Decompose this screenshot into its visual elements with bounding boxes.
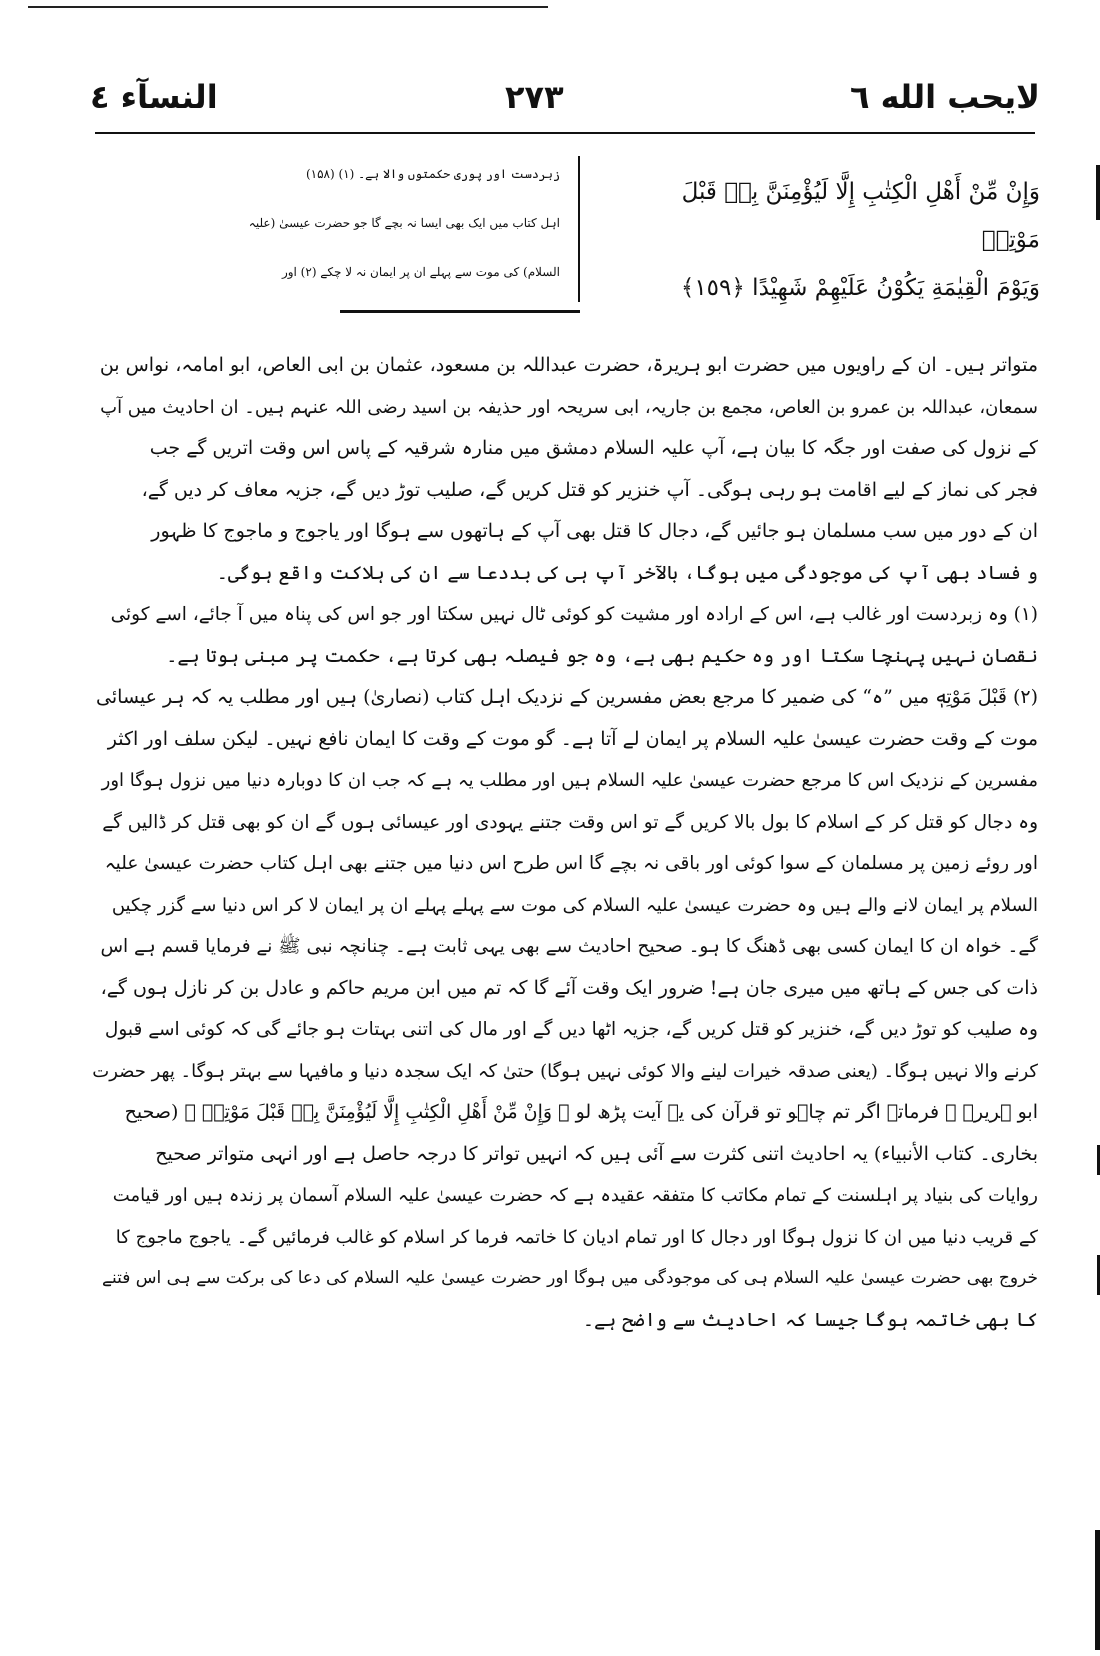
verse-arabic [660, 168, 1040, 312]
commentary-line: متواتر ہیں۔ ان کے راویوں میں حضرت ابو ہریرۃ، حضرت عبداللہ بن مسعود، عثمان بن ابی العاص، ابو امامہ، نواس بن [99, 354, 1038, 376]
commentary [92, 345, 1038, 1341]
footnote-line: (۲) قَبْلَ مَوْتِهٖ میں ”ہ“ کی ضمیر کا مرجع بعض مفسرین کے نزدیک اہل کتاب (نصاریٰ) ہیں اور مطلب یہ کہ ہر عیسائی [96, 686, 1038, 708]
translation-line: زبردست اور پوری حکمتوں والا ہے۔ (۱) (۱۵۸) [305, 167, 560, 181]
page-number: ٢٧٣ [505, 78, 564, 116]
page-header [60, 78, 1040, 126]
commentary-line: سمعان، عبداللہ بن عمرو بن العاص، مجمع بن جاریہ، ابی سریحہ اور حذیفہ بن اسید رضی اللہ عنہم ہیں۔ ان احادیث میں آپ [100, 396, 1038, 418]
footnote-line: کے قریب دنیا میں ان کا نزول ہوگا اور دجال کا اور تمام ادیان کا خاتمہ فرما کر اسلام کو غالب فرمائیں گے۔ یاجوج ماجوج کا [115, 1226, 1038, 1248]
verse-translation [248, 150, 560, 297]
footnote-line: وہ صلیب کو توڑ دیں گے، خنزیر کو قتل کریں گے، جزیہ اٹھا دیں گے اور مال کی اتنی بہتات ہو جائے گی کہ کوئی اسے قبول [104, 1019, 1038, 1040]
footnote-line: وہ دجال کو قتل کر کے اسلام کا بول بالا کریں گے تو اس وقت جتنے یہودی اور عیسائی ہوں گے ان کو بھی قتل کر ڈالیں گے [102, 811, 1038, 833]
footnote-line: کرنے والا نہیں ہوگا۔ (یعنی صدقہ خیرات لینے والا کوئی نہیں ہوگا) حتیٰ کہ ایک سجدہ دنیا و مافیہا سے بہتر ہوگا۔ پھر حضرت [92, 1060, 1038, 1082]
para-title: لايحب الله ٦ [849, 78, 1040, 116]
footnote-line: گے۔ خواہ ان کا ایمان کسی بھی ڈھنگ کا ہو۔ صحیح احادیث سے بھی یہی ثابت ہے۔ چنانچہ نبی ﷺ نے فرمایا قسم ہے اس [100, 936, 1038, 957]
top-rule [28, 6, 548, 8]
footnote-line: روایات کی بنیاد پر اہلسنت کے تمام مکاتب کا متفقہ عقیدہ ہے کہ حضرت عیسیٰ علیہ السلام آسمان پر زندہ ہیں اور قیامت [112, 1185, 1038, 1206]
footnote-line: نقصان نہیں پہنچا سکتا اور وہ حکیم بھی ہے، وہ جو فیصلہ بھی کرتا ہے، حکمت پر مبنی ہوتا ہے۔ [166, 644, 1038, 667]
surah-title: النسآء ٤ [90, 78, 218, 116]
footnote-line: ذات کی جس کے ہاتھ میں میری جان ہے! ضرور ایک وقت آئے گا کہ تم میں ابن مریم حاکم و عادل بن کر نازل ہوں گے، [100, 976, 1038, 999]
translation-line: السلام) کی موت سے پہلے ان پر ایمان نہ لا چکے (۲) اور [281, 265, 560, 279]
footnote-line: موت کے وقت حضرت عیسیٰ علیہ السلام پر ایمان لے آتا ہے۔ گو موت کے وقت کا ایمان نافع نہیں۔ لیکن سلف اور اکثر [107, 727, 1038, 750]
verse-arabic-line: وَيَوْمَ الْقِيٰمَةِ يَكُوْنُ عَلَيْهِمْ شَهِيْدًا ﴿١٥٩﴾ [680, 275, 1040, 301]
verse-block [248, 150, 1040, 301]
commentary-line: ان کے دور میں سب مسلمان ہو جائیں گے، دجال کا قتل بھی آپ کے ہاتھوں سے ہوگا اور یاجوج و ماجوج کا ظہور [151, 520, 1038, 542]
footnote-line: ابو ہریرۃ ؓ فرماتے اگر تم چاہو تو قرآن کی یہ آیت پڑھ لو ﴿ وَإِنْ مِّنْ أَهْلِ الْكِتٰبِ إِلَّا لَيُؤْمِنَنَّ بِهٖ قَبْلَ مَوْتِهٖ ﴾ (صحیح [124, 1101, 1038, 1123]
footnote-line: (۱) وہ زبردست اور غالب ہے، اس کے ارادہ اور مشیت کو کوئی ٹال نہیں سکتا اور جو اس کی پناہ میں آ جائے، اسے کوئی [110, 604, 1038, 625]
footnote-line: مفسرین کے نزدیک اس کا مرجع حضرت عیسیٰ علیہ السلام ہیں اور مطلب یہ ہے کہ جب ان کا دوبارہ دنیا میں نزول ہوگا اور [101, 770, 1038, 791]
footnote-line: بخاری۔ کتاب الأنبیاء) یہ احادیث اتنی کثرت سے آئی ہیں کہ انہیں تواتر کا درجہ حاصل ہے اور انہی متواتر صحیح [155, 1142, 1038, 1165]
footnote-line: السلام پر ایمان لانے والے ہیں وہ حضرت عیسیٰ علیہ السلام کی موت سے پہلے پہلے ان پر ایمان لا کر اس دنیا سے گزر چکیں [111, 894, 1038, 916]
footnote-line: کا بھی خاتمہ ہوگا جیسا کہ احادیث سے واضح ہے۔ [582, 1308, 1038, 1331]
translation-line: اہل کتاب میں ایک بھی ایسا نہ بچے گا جو حضرت عیسیٰ (علیہ [248, 216, 560, 230]
commentary-line: و فساد بھی آپ کی موجودگی میں ہوگا، بالآخر آپ ہی کی بددعا سے ان کی ہلاکت واقع ہوگی۔ [216, 561, 1038, 584]
verse-column-divider [578, 156, 580, 302]
scan-edge-mark [1095, 1530, 1100, 1650]
header-divider [95, 132, 1035, 134]
verse-arabic-line: وَإِنْ مِّنْ أَهْلِ الْكِتٰبِ إِلَّا لَيُؤْمِنَنَّ بِهٖ قَبْلَ مَوْتِهٖ [681, 179, 1040, 253]
footnote-line: خروج بھی حضرت عیسیٰ علیہ السلام ہی کی موجودگی میں ہوگا اور حضرت عیسیٰ علیہ السلام کی دعا کی برکت سے ہی اس فتنے [102, 1268, 1038, 1288]
commentary-line: کے نزول کی صفت اور جگہ کا بیان ہے، آپ علیہ السلام دمشق میں منارہ شرقیہ کے پاس اس وقت اتریں گے جب [149, 437, 1038, 459]
footnote-line: اور روئے زمین پر مسلمان کے سوا کوئی اور باقی نہ بچے گا اس طرح اس دنیا میں جتنے بھی اہل کتاب حضرت عیسیٰ علیہ [104, 853, 1038, 874]
scan-edge-mark [1096, 165, 1100, 220]
commentary-line: فجر کی نماز کے لیے اقامت ہو رہی ہوگی۔ آپ خنزیر کو قتل کریں گے، صلیب توڑ دیں گے، جزیہ معاف کر دیں گے، [141, 478, 1038, 501]
footnote-separator [340, 310, 580, 313]
